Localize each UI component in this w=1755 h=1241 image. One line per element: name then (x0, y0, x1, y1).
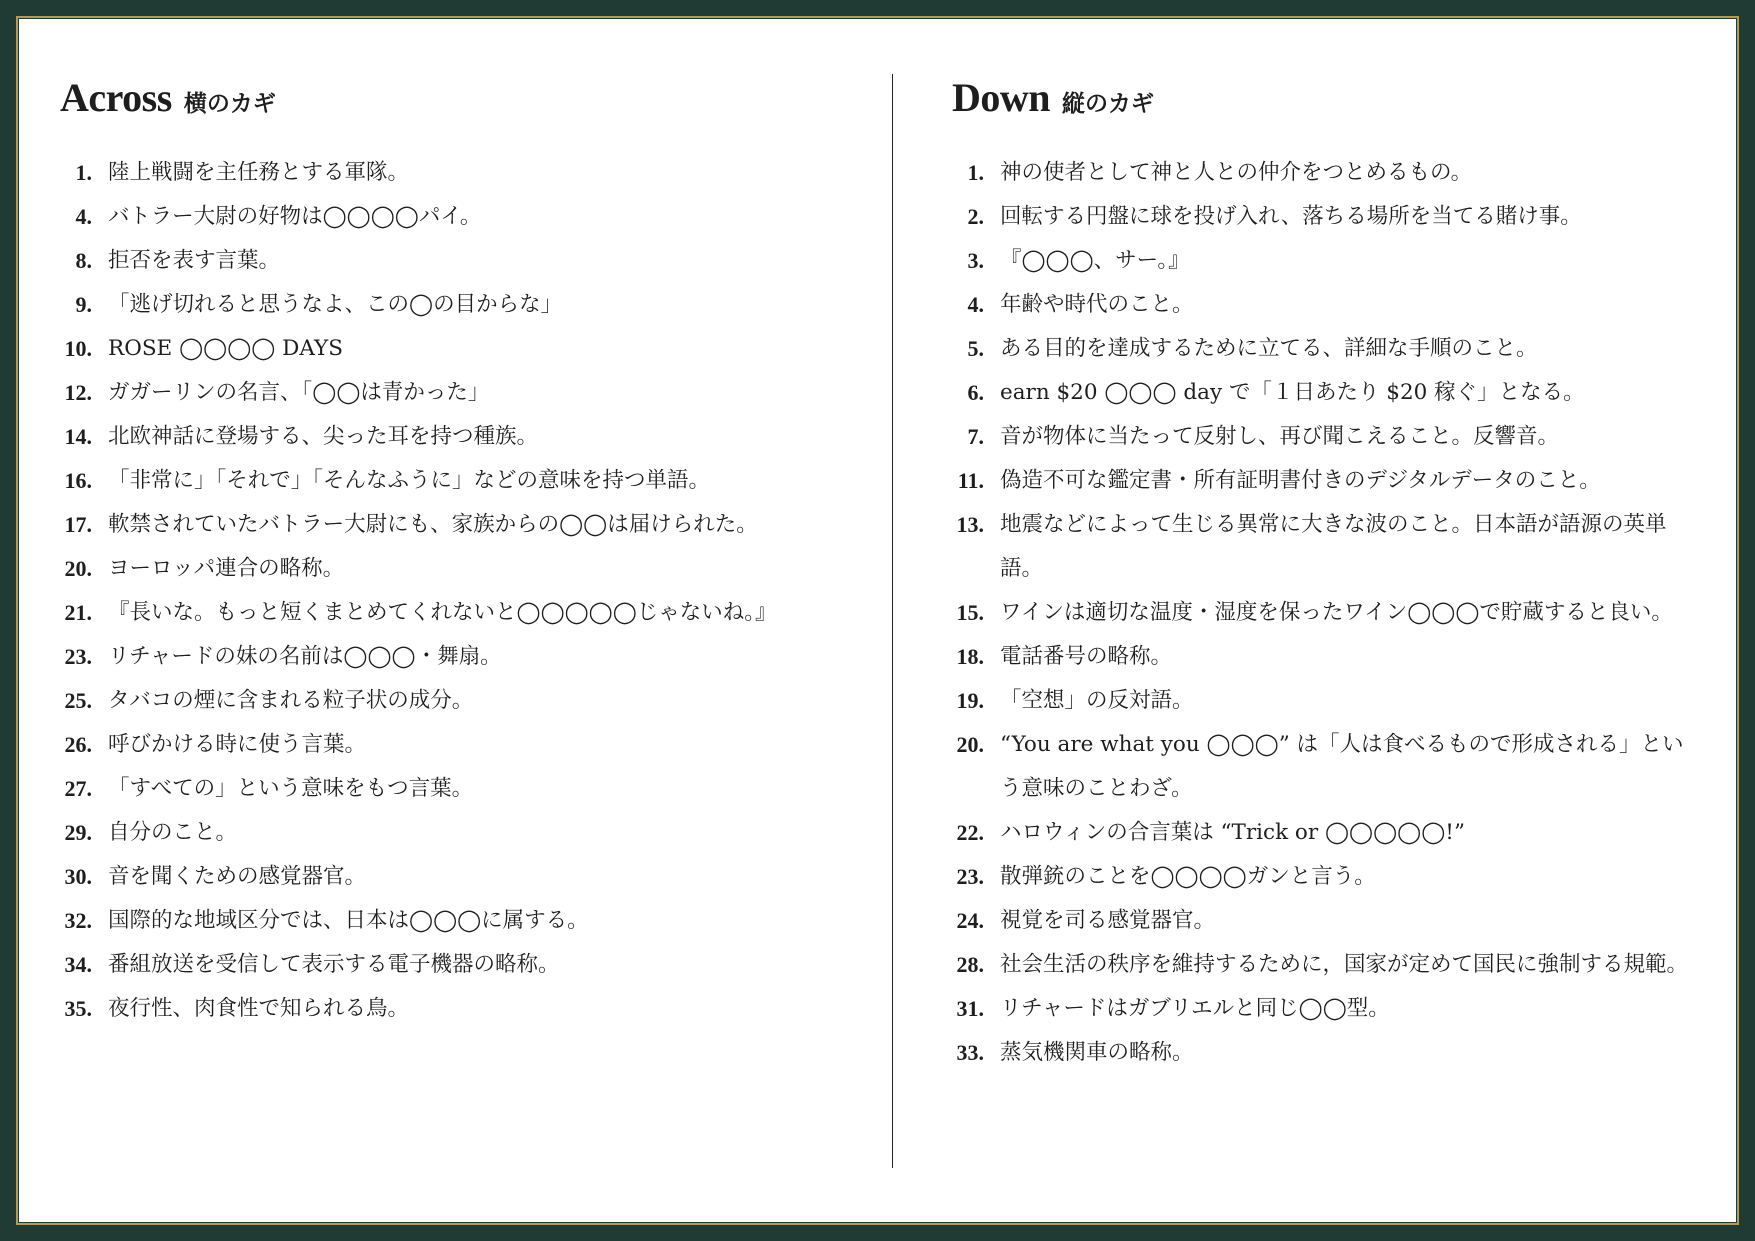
clue-text: 夜行性、肉食性で知られる鳥。 (108, 996, 410, 1021)
across-title-ja: 横のカギ (183, 90, 276, 117)
clue-text: 国際的な地域区分では、日本は◯◯◯に属する。 (108, 908, 589, 933)
clue-text: ヨーロッパ連合の略称。 (108, 556, 345, 581)
clue-text: 地震などによって生じる異常に大きな波のこと。日本語が語源の英単語。 (1000, 512, 1667, 581)
clue-text: 神の使者として神と人との仲介をつとめるもの。 (1000, 160, 1473, 185)
clue-number: 19. (956, 688, 984, 713)
clue-number: 8. (75, 248, 92, 273)
clue-text: 「非常に」「それで」「そんなふうに」などの意味を持つ単語。 (108, 468, 711, 493)
clue-text: タバコの煙に含まれる粒子状の成分。 (108, 688, 474, 713)
clue-text: ワインは適切な温度・湿度を保ったワイン◯◯◯で貯蔵すると良い。 (1000, 600, 1673, 625)
clue-text: 『長いな。もっと短くまとめてくれないと◯◯◯◯◯じゃないね。』 (108, 600, 777, 625)
clue-number: 27. (64, 776, 92, 801)
clue-number: 28. (956, 952, 984, 977)
clue-number: 23. (64, 644, 92, 669)
clue-number: 34. (64, 952, 92, 977)
clue-text: 年齢や時代のこと。 (1000, 292, 1194, 317)
down-clue (952, 371, 1694, 415)
clue-text: 回転する円盤に球を投げ入れ、落ちる場所を当てる賭け事。 (1000, 204, 1582, 229)
clue-number: 13. (956, 512, 984, 537)
clue-text: 拒否を表す言葉。 (108, 248, 281, 273)
clue-text: ROSE ◯◯◯◯ DAYS (108, 336, 343, 361)
across-clue (60, 503, 860, 547)
across-clue (60, 371, 860, 415)
clue-text: 番組放送を受信して表示する電子機器の略称。 (108, 952, 560, 977)
across-clue (60, 195, 860, 239)
clue-number: 7. (967, 424, 984, 449)
clue-number: 12. (64, 380, 92, 405)
across-clue (60, 767, 860, 811)
across-heading (60, 74, 860, 138)
clue-number: 21. (64, 600, 92, 625)
clue-number: 3. (967, 248, 984, 273)
clue-text: 陸上戦闘を主任務とする軍隊。 (108, 160, 410, 185)
across-clue-list (60, 151, 860, 1031)
down-clue (952, 1031, 1694, 1075)
across-clue (60, 591, 860, 635)
down-heading (952, 74, 1694, 138)
clue-number: 2. (967, 204, 984, 229)
clue-text: リチャードはガブリエルと同じ◯◯型。 (1000, 996, 1390, 1021)
across-clue (60, 899, 860, 943)
clue-number: 16. (64, 468, 92, 493)
down-clue (952, 151, 1694, 195)
across-clue (60, 459, 860, 503)
clue-text: earn $20 ◯◯◯ day で「１日あたり $20 稼ぐ」となる。 (1000, 380, 1585, 405)
clue-number: 35. (64, 996, 92, 1021)
clue-number: 10. (64, 336, 92, 361)
clue-text: 電話番号の略称。 (1000, 644, 1173, 669)
clue-text: 音を聞くための感覚器官。 (108, 864, 367, 889)
clue-text: バトラー大尉の好物は◯◯◯◯パイ。 (108, 204, 482, 229)
clue-number: 23. (956, 864, 984, 889)
clue-number: 20. (956, 732, 984, 757)
clue-text: ある目的を達成するために立てる、詳細な手順のこと。 (1000, 336, 1538, 361)
down-clue (952, 591, 1694, 635)
across-clue (60, 327, 860, 371)
clue-number: 25. (64, 688, 92, 713)
down-clue (952, 503, 1694, 591)
clue-number: 5. (967, 336, 984, 361)
clue-number: 4. (75, 204, 92, 229)
clue-number: 24. (956, 908, 984, 933)
clue-text: 音が物体に当たって反射し、再び聞こえること。反響音。 (1000, 424, 1560, 449)
clue-text: 「空想」の反対語。 (1000, 688, 1194, 713)
down-clue (952, 899, 1694, 943)
clue-text: ガガーリンの名言、「◯◯は青かった」 (108, 380, 490, 405)
clue-text: 社会生活の秩序を維持するために，国家が定めて国民に強制する規範。 (1000, 952, 1689, 977)
across-clue (60, 723, 860, 767)
down-clue (952, 283, 1694, 327)
clue-number: 18. (956, 644, 984, 669)
clue-text: 『◯◯◯、サー。』 (1000, 248, 1190, 273)
down-clue (952, 635, 1694, 679)
across-clue (60, 811, 860, 855)
across-clue (60, 547, 860, 591)
clue-text: 軟禁されていたバトラー大尉にも、家族からの◯◯は届けられた。 (108, 512, 758, 537)
clue-number: 11. (957, 468, 984, 493)
clue-number: 17. (64, 512, 92, 537)
down-clue (952, 987, 1694, 1031)
down-clue (952, 943, 1694, 987)
across-clue (60, 679, 860, 723)
clue-number: 22. (956, 820, 984, 845)
across-clue (60, 943, 860, 987)
across-clue (60, 635, 860, 679)
across-clue (60, 283, 860, 327)
clue-number: 31. (956, 996, 984, 1021)
down-section (952, 74, 1694, 1075)
clue-number: 29. (64, 820, 92, 845)
down-clue (952, 723, 1694, 811)
clue-number: 14. (64, 424, 92, 449)
down-clue (952, 811, 1694, 855)
clue-text: リチャードの妹の名前は◯◯◯・舞扇。 (108, 644, 502, 669)
down-clue (952, 327, 1694, 371)
down-clue (952, 239, 1694, 283)
clue-text: 視覚を司る感覚器官。 (1000, 908, 1216, 933)
down-title-en: Down (952, 75, 1051, 120)
clue-text: 蒸気機関車の略称。 (1000, 1040, 1194, 1065)
clue-text: ハロウィンの合言葉は “Trick or ◯◯◯◯◯!” (1000, 820, 1465, 845)
clue-number: 20. (64, 556, 92, 581)
across-title-en: Across (60, 75, 172, 120)
across-section (60, 74, 860, 1031)
across-clue (60, 415, 860, 459)
down-clue-list (952, 151, 1694, 1075)
clue-text: 「すべての」という意味をもつ言葉。 (108, 776, 474, 801)
down-clue (952, 855, 1694, 899)
clue-number: 30. (64, 864, 92, 889)
clue-number: 6. (967, 380, 984, 405)
clue-number: 1. (75, 160, 92, 185)
down-title-ja: 縦のカギ (1062, 90, 1155, 117)
clue-text: 「逃げ切れると思うなよ、この◯の目からな」 (108, 292, 563, 317)
clue-number: 1. (967, 160, 984, 185)
clue-text: 北欧神話に登場する、尖った耳を持つ種族。 (108, 424, 539, 449)
down-clue (952, 459, 1694, 503)
clue-text: 散弾銃のことを◯◯◯◯ガンと言う。 (1000, 864, 1376, 889)
column-divider (892, 74, 893, 1168)
across-clue (60, 987, 860, 1031)
down-clue (952, 195, 1694, 239)
clue-number: 4. (967, 292, 984, 317)
clue-text: “You are what you ◯◯◯” は「人は食べるもので形成される」という意味のことわざ。 (1000, 732, 1684, 801)
clue-text: 偽造不可な鑑定書・所有証明書付きのデジタルデータのこと。 (1000, 468, 1601, 493)
down-clue (952, 679, 1694, 723)
across-clue (60, 151, 860, 195)
across-clue (60, 239, 860, 283)
clue-number: 9. (75, 292, 92, 317)
across-clue (60, 855, 860, 899)
clue-text: 自分のこと。 (108, 820, 238, 845)
down-clue (952, 415, 1694, 459)
clue-text: 呼びかける時に使う言葉。 (108, 732, 367, 757)
clue-number: 15. (956, 600, 984, 625)
clue-number: 26. (64, 732, 92, 757)
clue-number: 33. (956, 1040, 984, 1065)
clue-number: 32. (64, 908, 92, 933)
